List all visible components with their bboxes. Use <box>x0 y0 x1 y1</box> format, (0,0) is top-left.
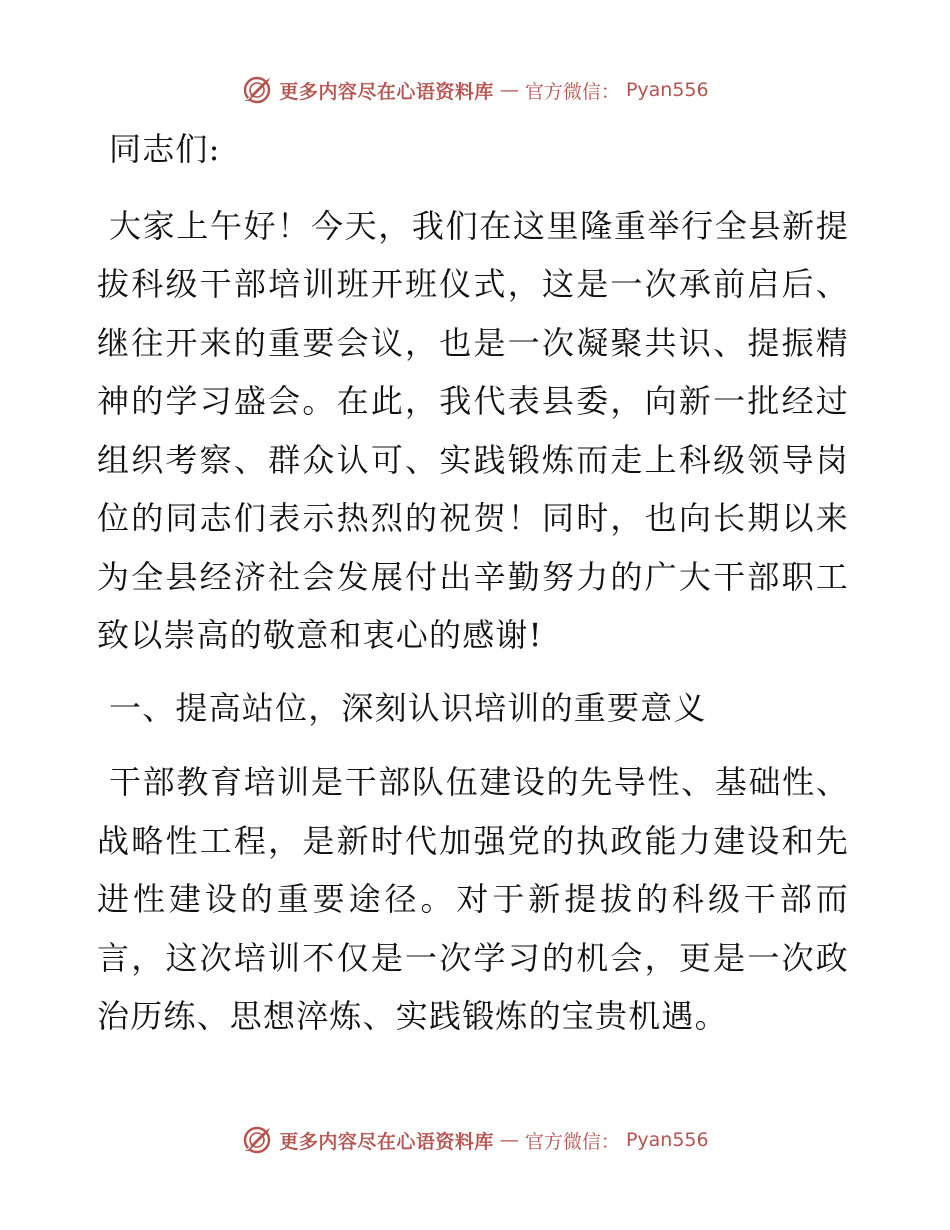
greeting: 同志们: <box>109 130 221 168</box>
header-watermark <box>0 72 950 108</box>
section-paragraph: 干部教育培训是干部队伍建设的先导性、基础性、战略性工程，是新时代加强党的执政能力建设和先进性建设的重要途径。对于新提拔的科级干部而言，这次培训不仅是一次学习的机会，更是一次政治历练、思想淬炼、实践锻炼的宝贵机遇。 <box>97 763 849 1035</box>
opening-paragraph: 大家上午好！今天，我们在这里隆重举行全县新提拔科级干部培训班开班仪式，这是一次承前启后、继往开来的重要会议，也是一次凝聚共识、提振精神的学习盛会。在此，我代表县委，向新一批经过组织考察、群众认可、实践锻炼而走上科级领导岗位的同志们表示热烈的祝贺！同时，也向长期以来为全县经济社会发展付出辛勤努力的广大干部职工致以崇高的敬意和衷心的感谢! <box>97 206 849 654</box>
watermark-brand: 更多内容尽在心语资料库 <box>279 1130 494 1153</box>
watermark-dash: — <box>499 79 519 101</box>
watermark-brand: 更多内容尽在心语资料库 <box>279 80 494 103</box>
quill-logo-icon <box>241 74 273 106</box>
section-heading: 一、提高站位，深刻认识培训的重要意义 <box>109 688 707 727</box>
watermark-dash: — <box>499 1129 519 1151</box>
watermark-label: 官方微信： <box>524 80 620 103</box>
document-body <box>97 120 849 1060</box>
watermark-account: Pyan556 <box>625 1129 709 1151</box>
watermark-label: 官方微信： <box>524 1130 620 1153</box>
footer-watermark <box>0 1122 950 1158</box>
quill-logo-icon <box>241 1124 273 1156</box>
watermark-account: Pyan556 <box>625 79 709 101</box>
